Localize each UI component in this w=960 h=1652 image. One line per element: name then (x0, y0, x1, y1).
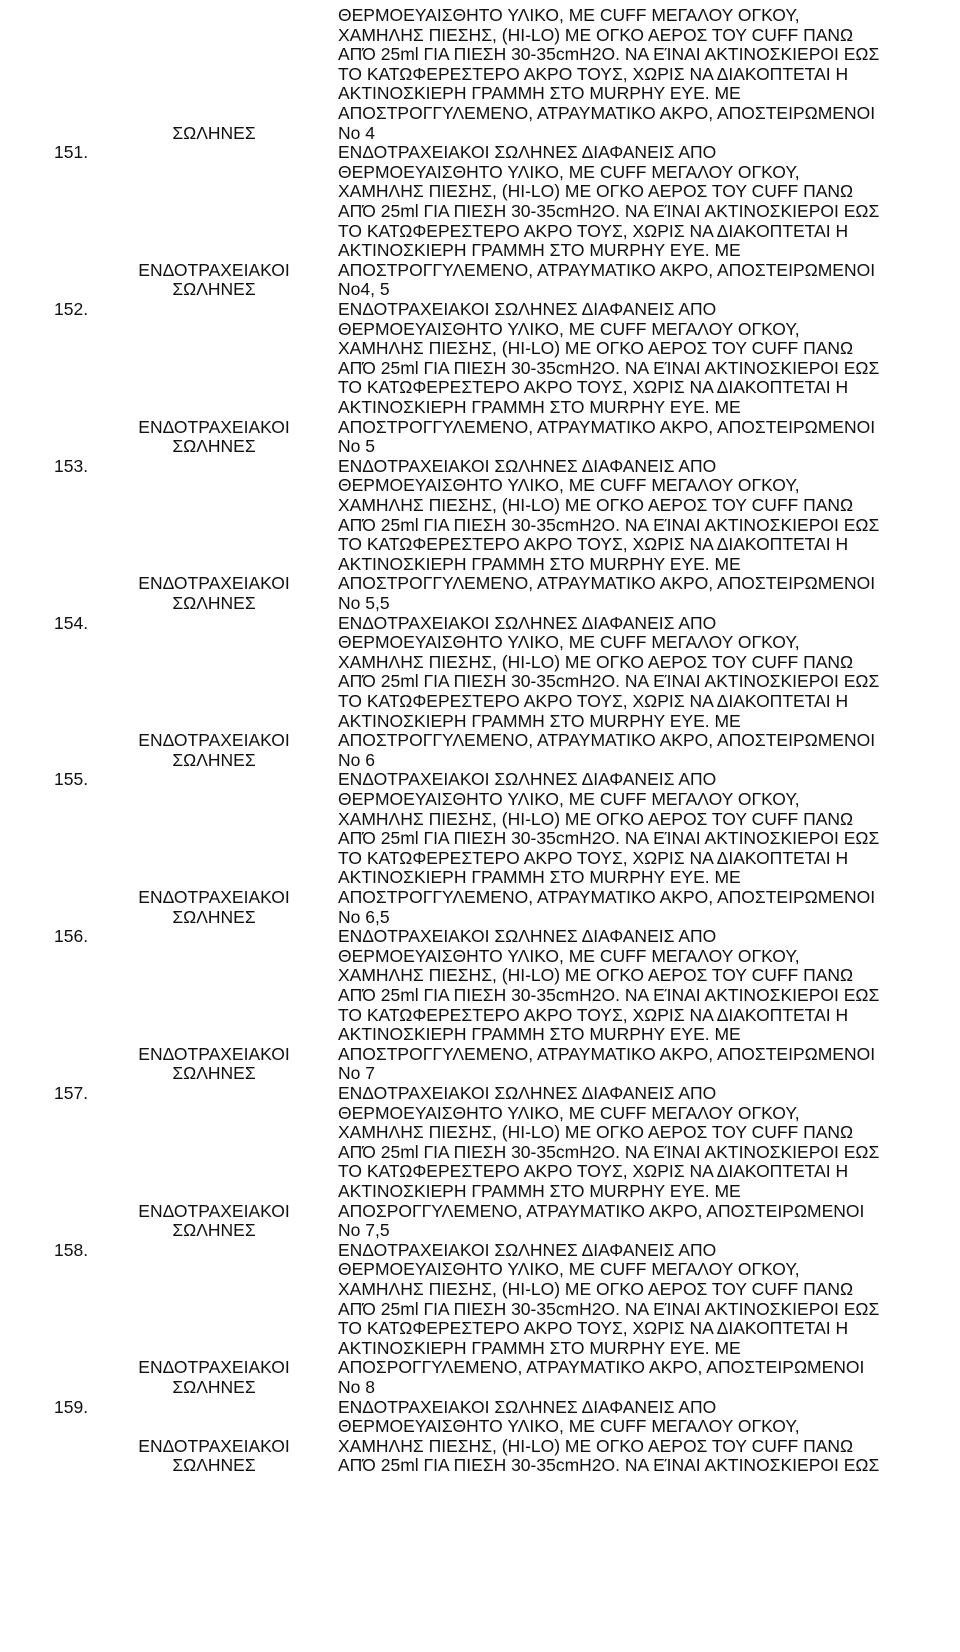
description-line: Νο 7 (338, 1063, 375, 1084)
description-line: ΑΠΟΣΤΡΟΓΓΥΛΕΜΕΝΟ, ΑΤΡΑΥΜΑΤΙΚΟ ΑΚΡΟ, ΑΠΟΣΤΕΙΡΩΜΕΝΟΙ (338, 416, 876, 437)
item-number: 156. (54, 926, 89, 947)
description-line: ΤΟ ΚΑΤΩΦΕΡΕΣΤΕΡΟ ΑΚΡΟ ΤΟΥΣ, ΧΩΡΙΣ ΝΑ ΔΙΑΚΟΠΤΕΤΑΙ Η (338, 1161, 849, 1182)
description-line: ΘΕΡΜΟΕΥΑΙΣΘΗΤΟ ΥΛΙΚΟ, ΜΕ CUFF ΜΕΓΑΛΟΥ ΟΓΚΟΥ, (338, 945, 800, 966)
description-line: ΑΚΤΙΝΟΣΚΙΕΡΗ ΓΡΑΜΜΗ ΣΤΟ MURPHY EYE. ΜΕ (338, 1337, 741, 1358)
category-line: ΣΩΛΗΝΕΣ (172, 122, 256, 143)
description-line: ΑΠΌ 25ml ΓΙΑ ΠΙΕΣΗ 30-35cmH2O. ΝΑ ΕΊΝΑΙ ΑΚΤΙΝΟΣΚΙΕΡΟΙ ΕΩΣ (338, 200, 880, 221)
description-line: ΤΟ ΚΑΤΩΦΕΡΕΣΤΕΡΟ ΑΚΡΟ ΤΟΥΣ, ΧΩΡΙΣ ΝΑ ΔΙΑΚΟΠΤΕΤΑΙ Η (338, 1004, 849, 1025)
item-description (338, 457, 950, 614)
description-line: ΘΕΡΜΟΕΥΑΙΣΘΗΤΟ ΥΛΙΚΟ, ΜΕ CUFF ΜΕΓΑΛΟΥ ΟΓΚΟΥ, (338, 1416, 800, 1437)
description-line: ΕΝΔΟΤΡΑΧΕΙΑΚΟΙ ΣΩΛΗΝΕΣ ΔΙΑΦΑΝΕΙΣ ΑΠΟ (338, 299, 717, 319)
item-category (114, 124, 314, 144)
category-line: ΣΩΛΗΝΕΣ (172, 1376, 256, 1397)
table-row (0, 6, 960, 143)
item-category (114, 418, 314, 457)
description-line: ΑΚΤΙΝΟΣΚΙΕΡΗ ΓΡΑΜΜΗ ΣΤΟ MURPHY EYE. ΜΕ (338, 83, 741, 104)
item-number: 158. (54, 1239, 89, 1260)
item-number: 155. (54, 769, 89, 790)
description-line: ΑΠΟΣΡΟΓΓΥΛΕΜΕΝΟ, ΑΤΡΑΥΜΑΤΙΚΟ ΑΚΡΟ, ΑΠΟΣΤΕΙΡΩΜΕΝΟΙ (338, 1357, 865, 1378)
table-row (0, 1398, 960, 1476)
description-line: ΑΠΟΣΤΡΟΓΓΥΛΕΜΕΝΟ, ΑΤΡΑΥΜΑΤΙΚΟ ΑΚΡΟ, ΑΠΟΣΤΕΙΡΩΜΕΝΟΙ (338, 259, 876, 280)
table-row (0, 300, 960, 457)
item-category (114, 1358, 314, 1397)
description-line: ΑΠΌ 25ml ΓΙΑ ΠΙΕΣΗ 30-35cmH2O. ΝΑ ΕΊΝΑΙ ΑΚΤΙΝΟΣΚΙΕΡΟΙ ΕΩΣ (338, 1141, 880, 1162)
description-line: ΑΠΌ 25ml ΓΙΑ ΠΙΕΣΗ 30-35cmH2O. ΝΑ ΕΊΝΑΙ ΑΚΤΙΝΟΣΚΙΕΡΟΙ ΕΩΣ (338, 1455, 880, 1476)
description-line: ΑΚΤΙΝΟΣΚΙΕΡΗ ΓΡΑΜΜΗ ΣΤΟ MURPHY EYE. ΜΕ (338, 867, 741, 888)
description-line: ΑΠΟΣΤΡΟΓΓΥΛΕΜΕΝΟ, ΑΤΡΑΥΜΑΤΙΚΟ ΑΚΡΟ, ΑΠΟΣΤΕΙΡΩΜΕΝΟΙ (338, 102, 876, 123)
table-row (0, 927, 960, 1084)
description-line: ΘΕΡΜΟΕΥΑΙΣΘΗΤΟ ΥΛΙΚΟ, ΜΕ CUFF ΜΕΓΑΛΟΥ ΟΓΚΟΥ, (338, 5, 800, 25)
category-line: ΣΩΛΗΝΕΣ (172, 279, 256, 300)
item-description (338, 6, 950, 143)
category-line: ΕΝΔΟΤΡΑΧΕΙΑΚΟΙ (138, 886, 290, 907)
item-description (338, 770, 950, 927)
item-description (338, 300, 950, 457)
description-line: ΑΚΤΙΝΟΣΚΙΕΡΗ ΓΡΑΜΜΗ ΣΤΟ MURPHY EYE. ΜΕ (338, 553, 741, 574)
item-number: 157. (54, 1083, 89, 1103)
description-line: ΑΚΤΙΝΟΣΚΙΕΡΗ ΓΡΑΜΜΗ ΣΤΟ MURPHY EYE. ΜΕ (338, 396, 741, 417)
item-category (114, 731, 314, 770)
description-line: Νο 8 (338, 1376, 375, 1397)
item-description (338, 1084, 950, 1241)
description-line: ΧΑΜΗΛΗΣ ΠΙΕΣΗΣ, (HI-LO) ΜΕ ΟΓΚΟ ΑΕΡΟΣ ΤΟΥ CUFF ΠΑΝΩ (338, 338, 854, 359)
category-line: ΕΝΔΟΤΡΑΧΕΙΑΚΟΙ (138, 416, 290, 437)
description-line: ΕΝΔΟΤΡΑΧΕΙΑΚΟΙ ΣΩΛΗΝΕΣ ΔΙΑΦΑΝΕΙΣ ΑΠΟ (338, 1083, 717, 1103)
description-line: ΑΠΌ 25ml ΓΙΑ ΠΙΕΣΗ 30-35cmH2O. ΝΑ ΕΊΝΑΙ ΑΚΤΙΝΟΣΚΙΕΡΟΙ ΕΩΣ (338, 357, 880, 378)
description-line: Νο 5 (338, 436, 375, 457)
description-line: ΑΚΤΙΝΟΣΚΙΕΡΗ ΓΡΑΜΜΗ ΣΤΟ MURPHY EYE. ΜΕ (338, 710, 741, 731)
description-line: ΑΠΟΣΤΡΟΓΓΥΛΕΜΕΝΟ, ΑΤΡΑΥΜΑΤΙΚΟ ΑΚΡΟ, ΑΠΟΣΤΕΙΡΩΜΕΝΟΙ (338, 886, 876, 907)
category-line: ΣΩΛΗΝΕΣ (172, 906, 256, 927)
category-line: ΕΝΔΟΤΡΑΧΕΙΑΚΟΙ (138, 1200, 290, 1221)
description-line: ΤΟ ΚΑΤΩΦΕΡΕΣΤΕΡΟ ΑΚΡΟ ΤΟΥΣ, ΧΩΡΙΣ ΝΑ ΔΙΑΚΟΠΤΕΤΑΙ Η (338, 847, 849, 868)
description-line: ΕΝΔΟΤΡΑΧΕΙΑΚΟΙ ΣΩΛΗΝΕΣ ΔΙΑΦΑΝΕΙΣ ΑΠΟ (338, 769, 717, 790)
category-line: ΕΝΔΟΤΡΑΧΕΙΑΚΟΙ (138, 573, 290, 594)
item-category (114, 1045, 314, 1084)
description-line: ΘΕΡΜΟΕΥΑΙΣΘΗΤΟ ΥΛΙΚΟ, ΜΕ CUFF ΜΕΓΑΛΟΥ ΟΓΚΟΥ, (338, 475, 800, 496)
category-line: ΣΩΛΗΝΕΣ (172, 749, 256, 770)
description-line: ΑΠΌ 25ml ΓΙΑ ΠΙΕΣΗ 30-35cmH2O. ΝΑ ΕΊΝΑΙ ΑΚΤΙΝΟΣΚΙΕΡΟΙ ΕΩΣ (338, 44, 880, 65)
description-line: ΑΠΌ 25ml ΓΙΑ ΠΙΕΣΗ 30-35cmH2O. ΝΑ ΕΊΝΑΙ ΑΚΤΙΝΟΣΚΙΕΡΟΙ ΕΩΣ (338, 514, 880, 535)
description-line: ΑΠΌ 25ml ΓΙΑ ΠΙΕΣΗ 30-35cmH2O. ΝΑ ΕΊΝΑΙ ΑΚΤΙΝΟΣΚΙΕΡΟΙ ΕΩΣ (338, 984, 880, 1005)
category-line: ΣΩΛΗΝΕΣ (172, 1063, 256, 1084)
description-line: ΤΟ ΚΑΤΩΦΕΡΕΣΤΕΡΟ ΑΚΡΟ ΤΟΥΣ, ΧΩΡΙΣ ΝΑ ΔΙΑΚΟΠΤΕΤΑΙ Η (338, 377, 849, 398)
description-line: Νο 6 (338, 749, 375, 770)
description-line: ΕΝΔΟΤΡΑΧΕΙΑΚΟΙ ΣΩΛΗΝΕΣ ΔΙΑΦΑΝΕΙΣ ΑΠΟ (338, 1396, 717, 1417)
item-description (338, 143, 950, 300)
category-line: ΕΝΔΟΤΡΑΧΕΙΑΚΟΙ (138, 730, 290, 751)
item-category (114, 1437, 314, 1476)
item-category (114, 888, 314, 927)
description-line: ΑΚΤΙΝΟΣΚΙΕΡΗ ΓΡΑΜΜΗ ΣΤΟ MURPHY EYE. ΜΕ (338, 1024, 741, 1045)
description-line: ΘΕΡΜΟΕΥΑΙΣΘΗΤΟ ΥΛΙΚΟ, ΜΕ CUFF ΜΕΓΑΛΟΥ ΟΓΚΟΥ, (338, 318, 800, 339)
description-line: ΑΠΌ 25ml ΓΙΑ ΠΙΕΣΗ 30-35cmH2O. ΝΑ ΕΊΝΑΙ ΑΚΤΙΝΟΣΚΙΕΡΟΙ ΕΩΣ (338, 828, 880, 849)
description-line: ΘΕΡΜΟΕΥΑΙΣΘΗΤΟ ΥΛΙΚΟ, ΜΕ CUFF ΜΕΓΑΛΟΥ ΟΓΚΟΥ, (338, 1259, 800, 1280)
description-line: ΑΠΌ 25ml ΓΙΑ ΠΙΕΣΗ 30-35cmH2O. ΝΑ ΕΊΝΑΙ ΑΚΤΙΝΟΣΚΙΕΡΟΙ ΕΩΣ (338, 1298, 880, 1319)
category-line: ΣΩΛΗΝΕΣ (172, 1220, 256, 1241)
table-row (0, 457, 960, 614)
description-line: ΘΕΡΜΟΕΥΑΙΣΘΗΤΟ ΥΛΙΚΟ, ΜΕ CUFF ΜΕΓΑΛΟΥ ΟΓΚΟΥ, (338, 161, 800, 182)
category-line: ΕΝΔΟΤΡΑΧΕΙΑΚΟΙ (138, 1357, 290, 1378)
item-number: 153. (54, 455, 89, 476)
category-line: ΣΩΛΗΝΕΣ (172, 1455, 256, 1476)
description-line: Νο 7,5 (338, 1220, 390, 1241)
description-line: ΑΠΟΣΤΡΟΓΓΥΛΕΜΕΝΟ, ΑΤΡΑΥΜΑΤΙΚΟ ΑΚΡΟ, ΑΠΟΣΤΕΙΡΩΜΕΝΟΙ (338, 573, 876, 594)
description-line: Νο 6,5 (338, 906, 390, 927)
description-line: ΕΝΔΟΤΡΑΧΕΙΑΚΟΙ ΣΩΛΗΝΕΣ ΔΙΑΦΑΝΕΙΣ ΑΠΟ (338, 455, 717, 476)
description-line: ΧΑΜΗΛΗΣ ΠΙΕΣΗΣ, (HI-LO) ΜΕ ΟΓΚΟ ΑΕΡΟΣ ΤΟΥ CUFF ΠΑΝΩ (338, 24, 854, 45)
description-line: ΧΑΜΗΛΗΣ ΠΙΕΣΗΣ, (HI-LO) ΜΕ ΟΓΚΟ ΑΕΡΟΣ ΤΟΥ CUFF ΠΑΝΩ (338, 651, 854, 672)
description-line: Νο 5,5 (338, 592, 390, 613)
table-row (0, 143, 960, 300)
description-line: ΧΑΜΗΛΗΣ ΠΙΕΣΗΣ, (HI-LO) ΜΕ ΟΓΚΟ ΑΕΡΟΣ ΤΟΥ CUFF ΠΑΝΩ (338, 494, 854, 515)
description-line: ΕΝΔΟΤΡΑΧΕΙΑΚΟΙ ΣΩΛΗΝΕΣ ΔΙΑΦΑΝΕΙΣ ΑΠΟ (338, 612, 717, 633)
description-line: ΑΠΌ 25ml ΓΙΑ ΠΙΕΣΗ 30-35cmH2O. ΝΑ ΕΊΝΑΙ ΑΚΤΙΝΟΣΚΙΕΡΟΙ ΕΩΣ (338, 671, 880, 692)
description-line: ΤΟ ΚΑΤΩΦΕΡΕΣΤΕΡΟ ΑΚΡΟ ΤΟΥΣ, ΧΩΡΙΣ ΝΑ ΔΙΑΚΟΠΤΕΤΑΙ Η (338, 690, 849, 711)
table-row (0, 614, 960, 771)
description-line: ΑΠΟΣΤΡΟΓΓΥΛΕΜΕΝΟ, ΑΤΡΑΥΜΑΤΙΚΟ ΑΚΡΟ, ΑΠΟΣΤΕΙΡΩΜΕΝΟΙ (338, 730, 876, 751)
description-line: ΧΑΜΗΛΗΣ ΠΙΕΣΗΣ, (HI-LO) ΜΕ ΟΓΚΟ ΑΕΡΟΣ ΤΟΥ CUFF ΠΑΝΩ (338, 181, 854, 202)
category-line: ΣΩΛΗΝΕΣ (172, 436, 256, 457)
item-number: 151. (54, 142, 89, 163)
table-row (0, 1084, 960, 1241)
description-line: ΧΑΜΗΛΗΣ ΠΙΕΣΗΣ, (HI-LO) ΜΕ ΟΓΚΟ ΑΕΡΟΣ ΤΟΥ CUFF ΠΑΝΩ (338, 1278, 854, 1299)
description-line: ΧΑΜΗΛΗΣ ΠΙΕΣΗΣ, (HI-LO) ΜΕ ΟΓΚΟ ΑΕΡΟΣ ΤΟΥ CUFF ΠΑΝΩ (338, 808, 854, 829)
description-line: ΘΕΡΜΟΕΥΑΙΣΘΗΤΟ ΥΛΙΚΟ, ΜΕ CUFF ΜΕΓΑΛΟΥ ΟΓΚΟΥ, (338, 632, 800, 653)
description-line: ΑΠΟΣΡΟΓΓΥΛΕΜΕΝΟ, ΑΤΡΑΥΜΑΤΙΚΟ ΑΚΡΟ, ΑΠΟΣΤΕΙΡΩΜΕΝΟΙ (338, 1200, 865, 1221)
category-line: ΕΝΔΟΤΡΑΧΕΙΑΚΟΙ (138, 1043, 290, 1064)
item-category (114, 261, 314, 300)
description-line: ΕΝΔΟΤΡΑΧΕΙΑΚΟΙ ΣΩΛΗΝΕΣ ΔΙΑΦΑΝΕΙΣ ΑΠΟ (338, 926, 717, 947)
category-line: ΕΝΔΟΤΡΑΧΕΙΑΚΟΙ (138, 1435, 290, 1456)
description-line: ΑΚΤΙΝΟΣΚΙΕΡΗ ΓΡΑΜΜΗ ΣΤΟ MURPHY EYE. ΜΕ (338, 1180, 741, 1201)
description-line: ΧΑΜΗΛΗΣ ΠΙΕΣΗΣ, (HI-LO) ΜΕ ΟΓΚΟ ΑΕΡΟΣ ΤΟΥ CUFF ΠΑΝΩ (338, 965, 854, 986)
description-line: ΘΕΡΜΟΕΥΑΙΣΘΗΤΟ ΥΛΙΚΟ, ΜΕ CUFF ΜΕΓΑΛΟΥ ΟΓΚΟΥ, (338, 788, 800, 809)
description-line: Νο4, 5 (338, 279, 390, 300)
description-line: ΤΟ ΚΑΤΩΦΕΡΕΣΤΕΡΟ ΑΚΡΟ ΤΟΥΣ, ΧΩΡΙΣ ΝΑ ΔΙΑΚΟΠΤΕΤΑΙ Η (338, 534, 849, 555)
description-line: ΘΕΡΜΟΕΥΑΙΣΘΗΤΟ ΥΛΙΚΟ, ΜΕ CUFF ΜΕΓΑΛΟΥ ΟΓΚΟΥ, (338, 1102, 800, 1123)
item-number: 159. (54, 1396, 89, 1417)
description-line: ΤΟ ΚΑΤΩΦΕΡΕΣΤΕΡΟ ΑΚΡΟ ΤΟΥΣ, ΧΩΡΙΣ ΝΑ ΔΙΑΚΟΠΤΕΤΑΙ Η (338, 1318, 849, 1339)
description-line: ΑΠΟΣΤΡΟΓΓΥΛΕΜΕΝΟ, ΑΤΡΑΥΜΑΤΙΚΟ ΑΚΡΟ, ΑΠΟΣΤΕΙΡΩΜΕΝΟΙ (338, 1043, 876, 1064)
item-description (338, 1241, 950, 1398)
category-line: ΣΩΛΗΝΕΣ (172, 592, 256, 613)
item-category (114, 1202, 314, 1241)
description-line: ΧΑΜΗΛΗΣ ΠΙΕΣΗΣ, (HI-LO) ΜΕ ΟΓΚΟ ΑΕΡΟΣ ΤΟΥ CUFF ΠΑΝΩ (338, 1122, 854, 1143)
category-line: ΕΝΔΟΤΡΑΧΕΙΑΚΟΙ (138, 259, 290, 280)
table-row (0, 770, 960, 927)
description-line: ΕΝΔΟΤΡΑΧΕΙΑΚΟΙ ΣΩΛΗΝΕΣ ΔΙΑΦΑΝΕΙΣ ΑΠΟ (338, 142, 717, 163)
item-description (338, 927, 950, 1084)
description-line: ΑΚΤΙΝΟΣΚΙΕΡΗ ΓΡΑΜΜΗ ΣΤΟ MURPHY EYE. ΜΕ (338, 240, 741, 261)
description-line: Νο 4 (338, 122, 375, 143)
item-number: 152. (54, 299, 89, 319)
description-line: ΤΟ ΚΑΤΩΦΕΡΕΣΤΕΡΟ ΑΚΡΟ ΤΟΥΣ, ΧΩΡΙΣ ΝΑ ΔΙΑΚΟΠΤΕΤΑΙ Η (338, 63, 849, 84)
item-description (338, 614, 950, 771)
item-category (114, 574, 314, 613)
item-description (338, 1398, 950, 1476)
table-row (0, 1241, 960, 1398)
description-line: ΧΑΜΗΛΗΣ ΠΙΕΣΗΣ, (HI-LO) ΜΕ ΟΓΚΟ ΑΕΡΟΣ ΤΟΥ CUFF ΠΑΝΩ (338, 1435, 854, 1456)
description-line: ΕΝΔΟΤΡΑΧΕΙΑΚΟΙ ΣΩΛΗΝΕΣ ΔΙΑΦΑΝΕΙΣ ΑΠΟ (338, 1239, 717, 1260)
description-line: ΤΟ ΚΑΤΩΦΕΡΕΣΤΕΡΟ ΑΚΡΟ ΤΟΥΣ, ΧΩΡΙΣ ΝΑ ΔΙΑΚΟΠΤΕΤΑΙ Η (338, 220, 849, 241)
item-number: 154. (54, 612, 89, 633)
